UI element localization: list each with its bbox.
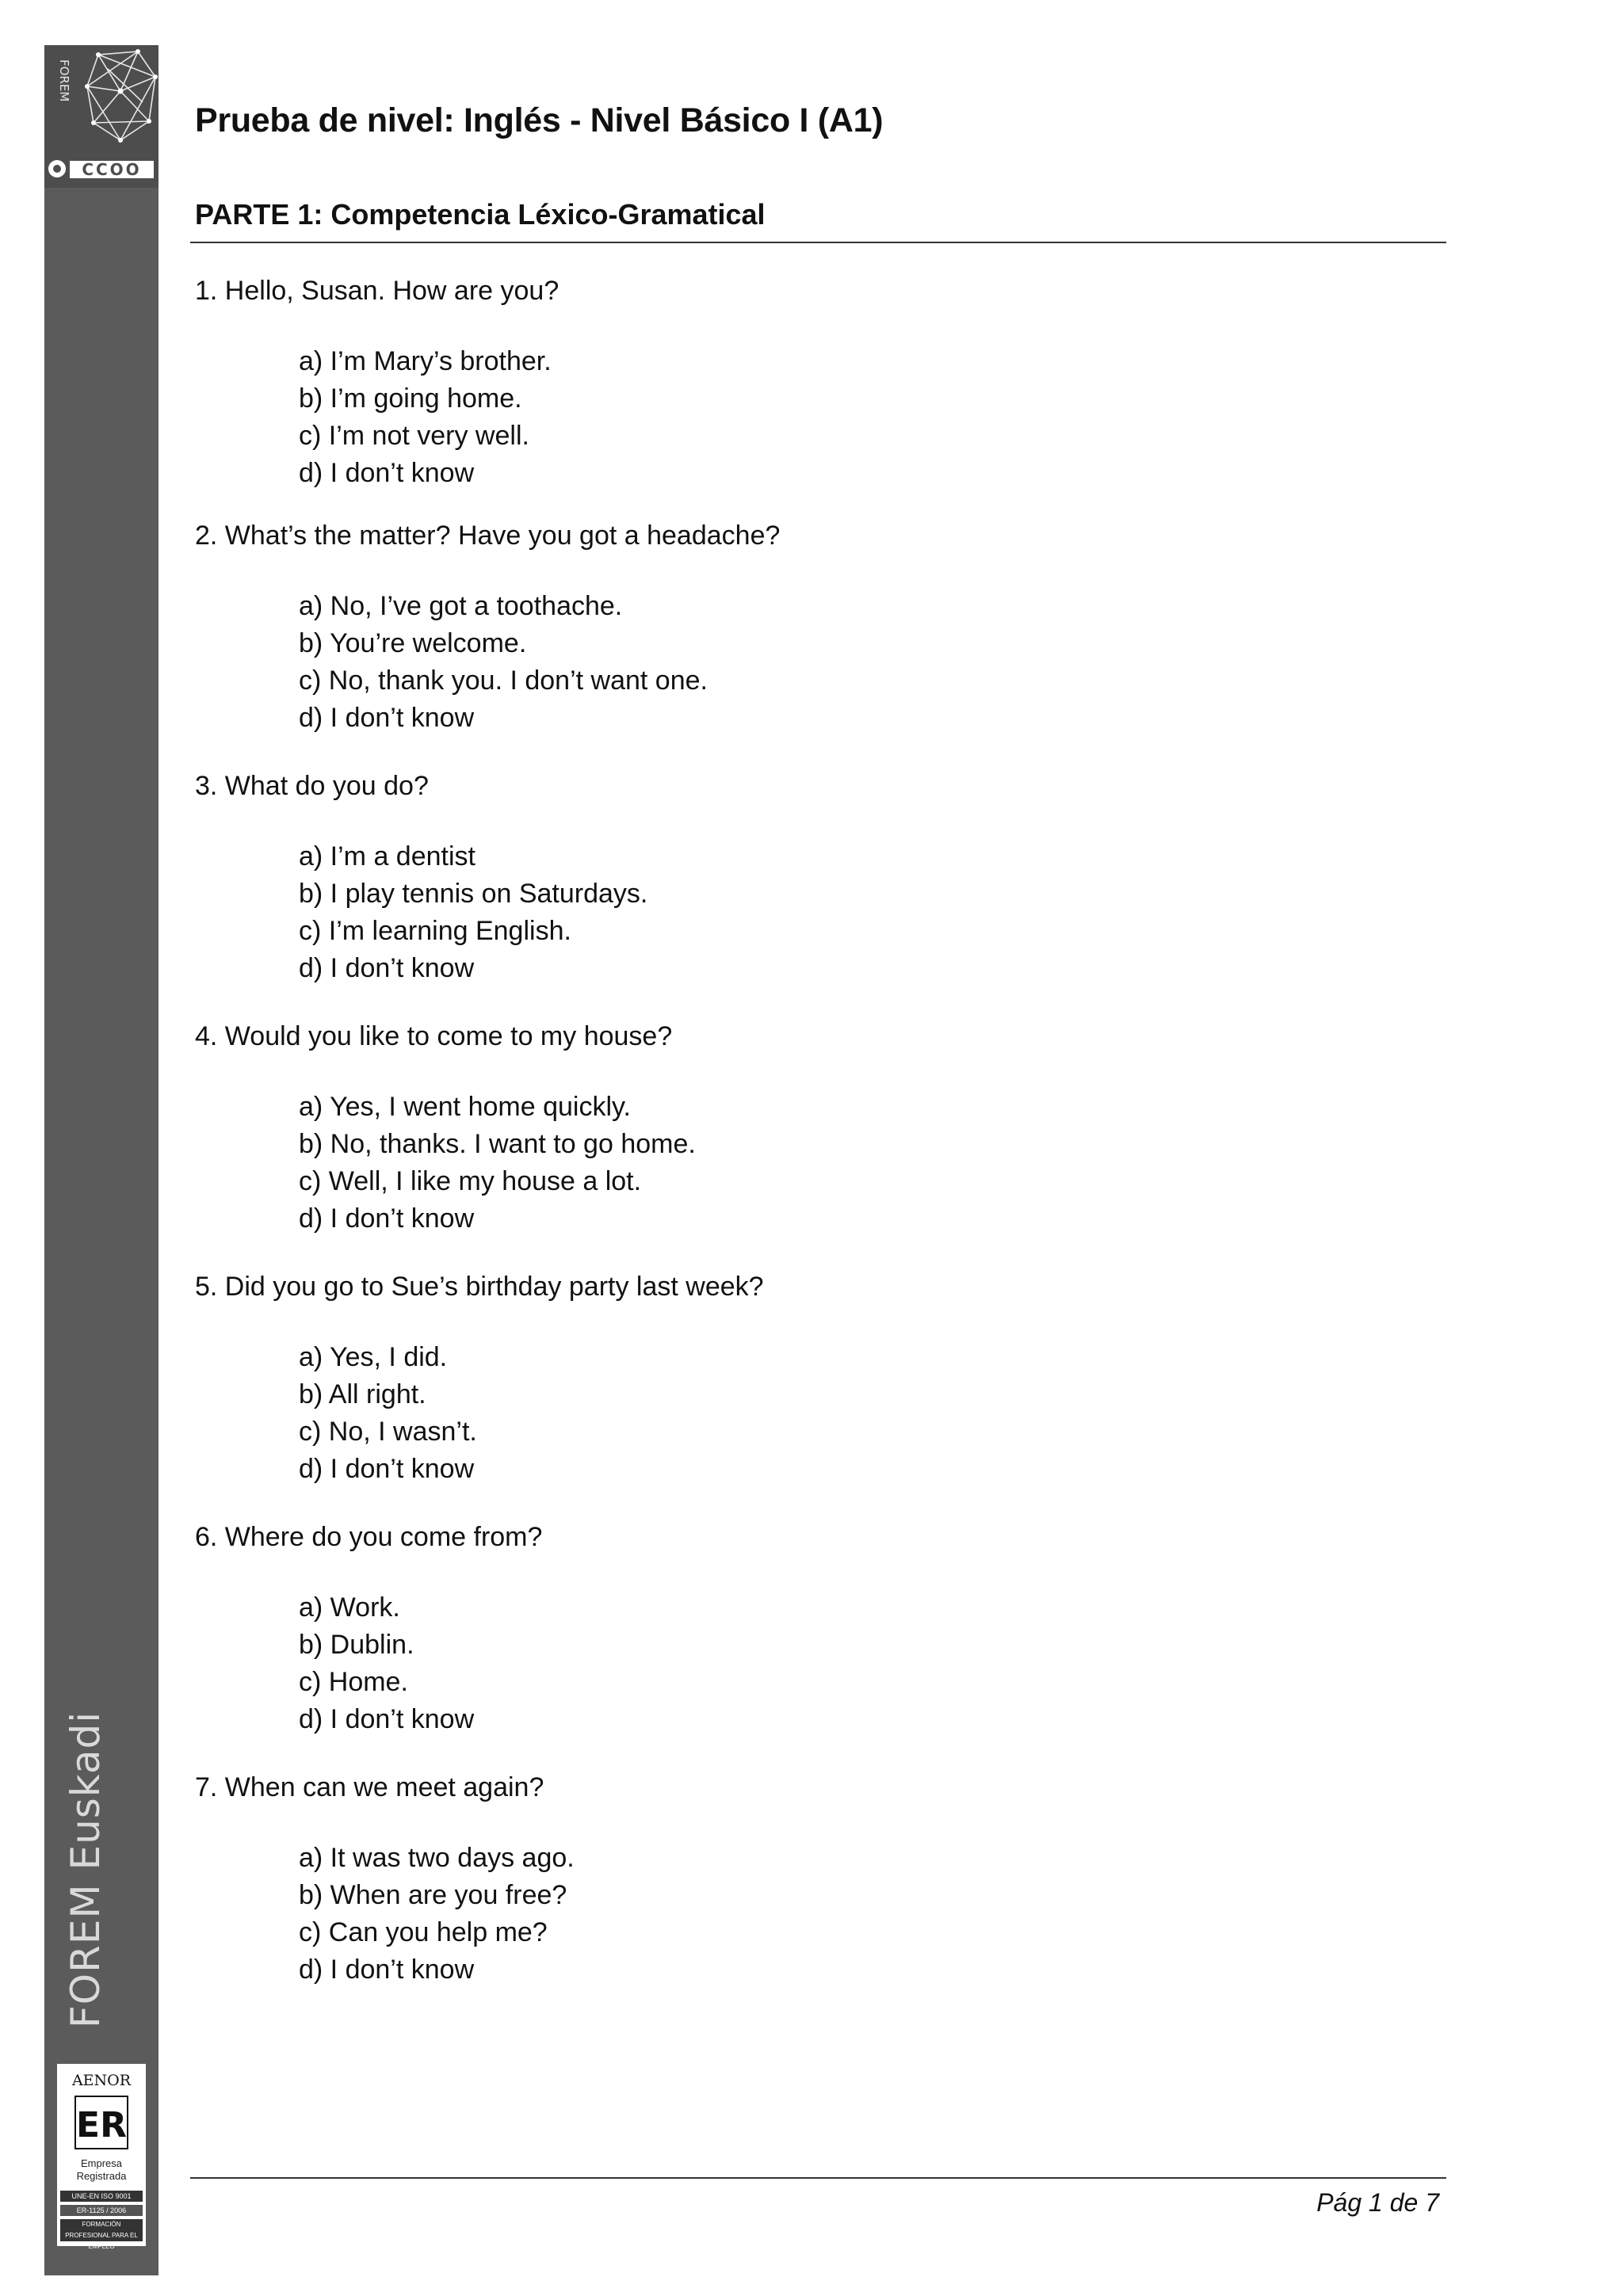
option-3b[interactable]: b) I play tennis on Saturdays.: [299, 879, 648, 909]
option-7d[interactable]: d) I don’t know: [299, 1955, 475, 1985]
network-logo-icon: [44, 45, 158, 188]
option-4c[interactable]: c) Well, I like my house a lot.: [299, 1166, 642, 1196]
footer-divider: [190, 2177, 1446, 2179]
aenor-band-1: UNE-EN ISO 9001: [60, 2191, 143, 2202]
option-6a[interactable]: a) Work.: [299, 1592, 400, 1623]
option-6c[interactable]: c) Home.: [299, 1667, 408, 1697]
option-2b[interactable]: b) You’re welcome.: [299, 628, 527, 658]
options-2: [299, 588, 708, 737]
question-5: 5. Did you go to Sue’s birthday party last week?: [195, 1272, 764, 1302]
option-3a[interactable]: a) I’m a dentist: [299, 841, 475, 871]
question-2: 2. What’s the matter? Have you got a headache?: [195, 521, 781, 551]
aenor-certification-badge: [57, 2064, 146, 2250]
aenor-line-1: Empresa: [80, 2157, 123, 2169]
ccoo-logo-text: CCOO: [82, 160, 142, 179]
options-6: [299, 1589, 474, 1738]
section-title: PARTE 1: Competencia Léxico-Gramatical: [195, 198, 766, 231]
question-6: 6. Where do you come from?: [195, 1522, 543, 1552]
option-4b[interactable]: b) No, thanks. I want to go home.: [299, 1129, 696, 1159]
option-7a[interactable]: a) It was two days ago.: [299, 1843, 575, 1873]
aenor-band-3: FORMACIÓN PROFESIONAL PARA EL EMPLEO: [60, 2219, 143, 2241]
option-2c[interactable]: c) No, thank you. I don’t want one.: [299, 666, 708, 696]
document-title: Prueba de nivel: Inglés - Nivel Básico I (A1): [195, 101, 884, 139]
option-2d[interactable]: d) I don’t know: [299, 703, 475, 733]
aenor-title: AENOR: [71, 2072, 132, 2089]
sidebar-brand-text: FOREM Euskadi: [63, 1711, 109, 2028]
question-1: 1. Hello, Susan. How are you?: [195, 276, 559, 306]
options-3: [299, 838, 647, 987]
header-divider: [190, 242, 1446, 243]
options-7: [299, 1840, 575, 1989]
option-4a[interactable]: a) Yes, I went home quickly.: [299, 1092, 631, 1122]
option-1d[interactable]: d) I don’t know: [299, 458, 475, 488]
option-5c[interactable]: c) No, I wasn’t.: [299, 1417, 477, 1447]
option-5d[interactable]: d) I don’t know: [299, 1454, 475, 1484]
aenor-band-2: ER-1125 / 2006: [60, 2205, 143, 2216]
option-4d[interactable]: d) I don’t know: [299, 1203, 475, 1234]
option-1b[interactable]: b) I’m going home.: [299, 383, 522, 414]
option-5b[interactable]: b) All right.: [299, 1379, 426, 1409]
option-1c[interactable]: c) I’m not very well.: [299, 421, 529, 451]
options-1: [299, 343, 552, 492]
option-3c[interactable]: c) I’m learning English.: [299, 916, 571, 946]
option-3d[interactable]: d) I don’t know: [299, 953, 475, 983]
question-7: 7. When can we meet again?: [195, 1772, 544, 1802]
options-4: [299, 1089, 696, 1238]
aenor-line-2: Registrada: [76, 2170, 127, 2182]
option-5a[interactable]: a) Yes, I did.: [299, 1342, 448, 1372]
page-number: Pág 1 de 7: [1316, 2188, 1439, 2217]
options-5: [299, 1339, 477, 1488]
er-mark-text: ER: [76, 2105, 127, 2145]
question-3: 3. What do you do?: [195, 771, 429, 801]
option-6b[interactable]: b) Dublin.: [299, 1630, 414, 1660]
option-7c[interactable]: c) Can you help me?: [299, 1917, 548, 1947]
forem-ccoo-logo: [44, 45, 158, 196]
er-mark-icon: [74, 2096, 128, 2149]
option-2a[interactable]: a) No, I’ve got a toothache.: [299, 591, 623, 621]
option-6d[interactable]: d) I don’t know: [299, 1704, 475, 1734]
option-7b[interactable]: b) When are you free?: [299, 1880, 567, 1910]
forem-vertical-text: FOREM: [57, 59, 71, 102]
option-1a[interactable]: a) I’m Mary’s brother.: [299, 346, 552, 376]
question-4: 4. Would you like to come to my house?: [195, 1021, 673, 1051]
